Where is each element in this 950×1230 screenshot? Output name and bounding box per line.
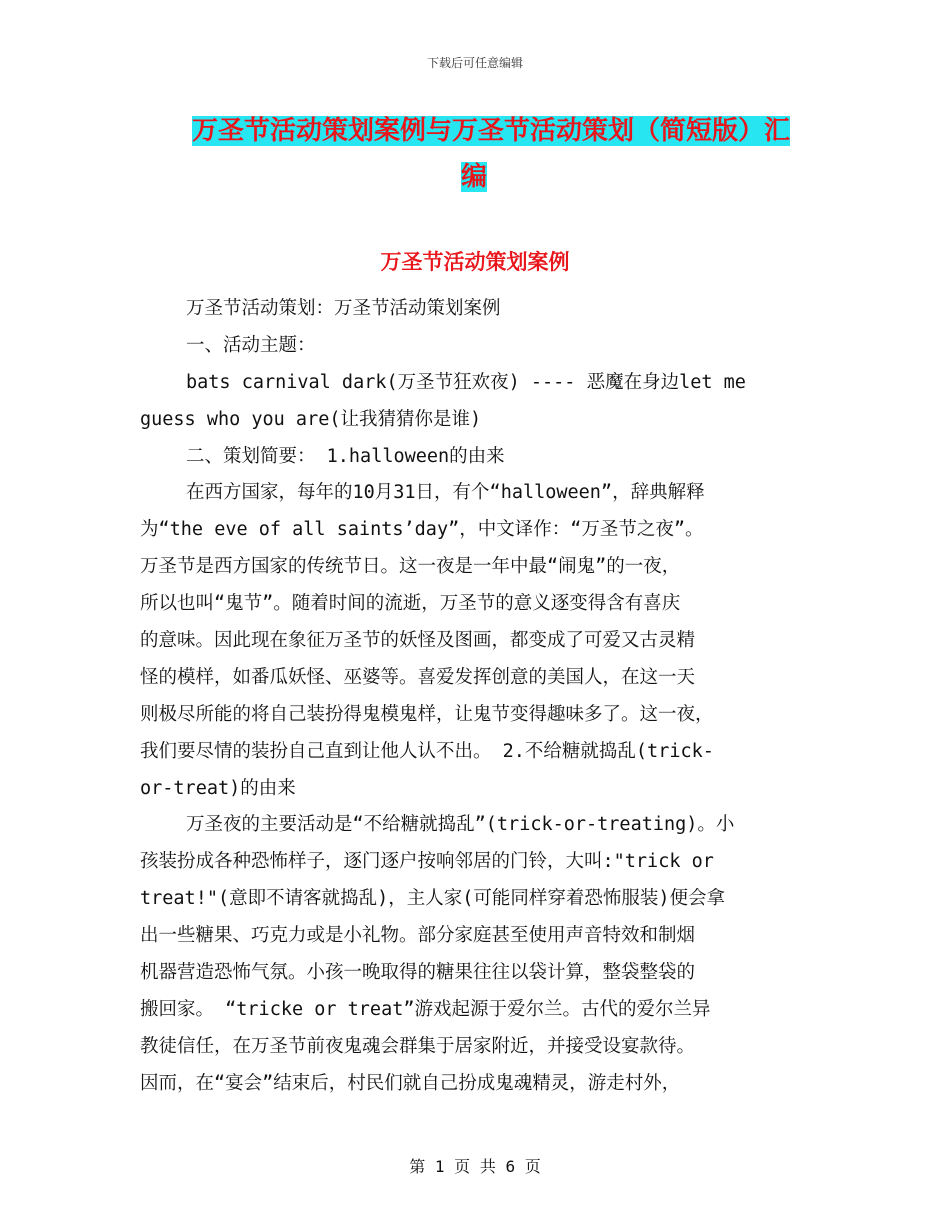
- body-line: 万圣夜的主要活动是“不给糖就捣乱”(trick-or-treating)。小: [186, 814, 735, 836]
- body-line: or-treat)的由来: [140, 777, 296, 799]
- title-line-1: 万圣节活动策划案例与万圣节活动策划（简短版）汇: [192, 116, 791, 146]
- body-line: 因而，在“宴会”结束后，村民们就自己扮成鬼魂精灵，游走村外，: [140, 1072, 681, 1094]
- page-footer: 第 1 页 共 6 页: [409, 1157, 541, 1176]
- body-line: 二、策划简要： 1.halloween的由来: [186, 445, 505, 467]
- header-note: 下载后可任意编辑: [426, 56, 523, 70]
- body-line: 万圣节活动策划：万圣节活动策划案例: [186, 298, 501, 319]
- body-line: 机器营造恐怖气氛。小孩一晚取得的糖果往往以袋计算，整袋整袋的: [140, 962, 696, 984]
- body-line: 孩装扮成各种恐怖样子，逐门逐户按响邻居的门铃，大叫:"trick or: [140, 851, 714, 873]
- body-line: 搬回家。 “tricke or treat”游戏起源于爱尔兰。古代的爱尔兰异: [140, 998, 711, 1020]
- body-line: 一、活动主题：: [186, 334, 316, 356]
- body-line: 教徒信任，在万圣节前夜鬼魂会群集于居家附近，并接受设宴款待。: [140, 1035, 696, 1057]
- body-line: 出一些糖果、巧克力或是小礼物。部分家庭甚至使用声音特效和制烟: [140, 925, 696, 947]
- body-line: 所以也叫“鬼节”。随着时间的流逝，万圣节的意义逐变得含有喜庆: [140, 593, 681, 615]
- body-line: 的意味。因此现在象征万圣节的妖怪及图画，都变成了可爱又古灵精: [140, 630, 696, 652]
- body-line: 我们要尽情的装扮自己直到让他人认不出。 2.不给糖就捣乱(trick-: [140, 740, 714, 762]
- body-line: 为“the eve of all saints’day”，中文译作：“万圣节之夜”。: [140, 519, 704, 541]
- body-line: guess who you are(让我猜猜你是谁): [140, 408, 482, 430]
- body-line: treat!"(意即不请客就捣乱)，主人家(可能同样穿着恐怖服装)便会拿: [140, 888, 726, 910]
- body-line: 怪的模样，如番瓜妖怪、巫婆等。喜爱发挥创意的美国人，在这一天: [140, 666, 696, 688]
- title-line-2: 编: [460, 162, 487, 192]
- body-line: 则极尽所能的将自己装扮得鬼模鬼样，让鬼节变得趣味多了。这一夜，: [140, 703, 714, 725]
- body-text: [140, 291, 802, 1103]
- body-line: bats carnival dark(万圣节狂欢夜) ---- 恶魔在身边let me: [186, 371, 746, 393]
- body-line: 万圣节是西方国家的传统节日。这一夜是一年中最“闹鬼”的一夜，: [140, 556, 681, 578]
- document-title: [140, 108, 808, 200]
- body-line: 在西方国家，每年的10月31日，有个“halloween”，辞典解释: [186, 482, 705, 504]
- section-title: 万圣节活动策划案例: [380, 250, 570, 274]
